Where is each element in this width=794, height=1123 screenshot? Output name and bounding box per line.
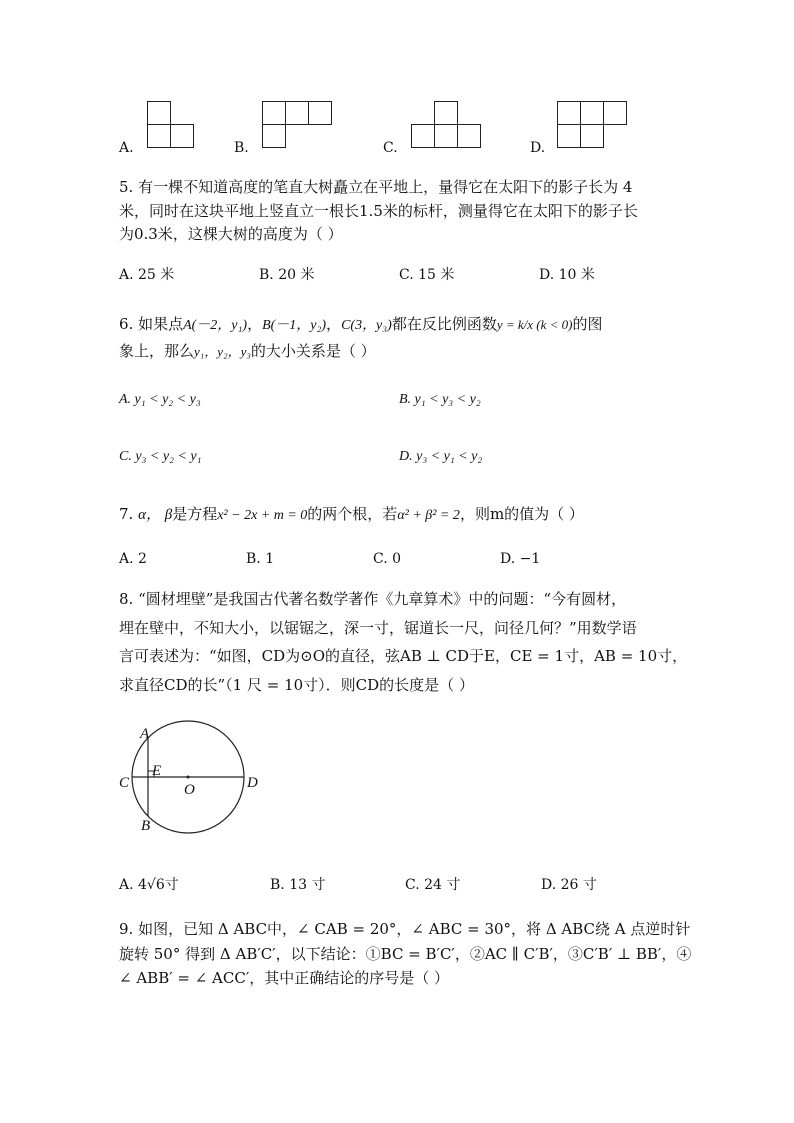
- q7-condition: α² + β² = 2: [397, 508, 460, 523]
- q7-number: 7.: [119, 505, 134, 523]
- q6-mid-text: 都在反比例函数: [391, 315, 497, 333]
- center-dot: [187, 776, 190, 779]
- label-c: C: [119, 775, 130, 791]
- q7-text-2: 的两个根，若: [307, 505, 398, 523]
- q7-option-a: A. 2: [119, 551, 147, 567]
- q7-roots: α， β: [138, 507, 173, 523]
- q6-point-a: A(－2，y₁): [183, 318, 248, 333]
- q8-option-c: C. 24 寸: [405, 877, 461, 893]
- q4-option-d-label: D.: [530, 140, 546, 156]
- q5-line-3: 为0.3米，这棵大树的高度为（ ）: [119, 225, 343, 243]
- q8-option-b: B. 13 寸: [270, 877, 326, 893]
- q6-option-c: C. y₃ < y₂ < y₁: [119, 449, 202, 464]
- q4-option-c-label: C.: [383, 140, 398, 156]
- q7-option-b: B. 1: [246, 551, 275, 567]
- q8-option-a: A. 4√6寸: [119, 877, 179, 893]
- q5-option-b: B. 20 米: [259, 267, 315, 283]
- q6-number: 6. 如果点: [119, 315, 184, 333]
- q6-option-b: B. y₁ < y₃ < y₂: [399, 392, 481, 407]
- q7-option-c: C. 0: [373, 551, 402, 567]
- q7-line: [119, 503, 584, 527]
- q5-option-d: D. 10 米: [539, 267, 595, 283]
- q9-line-3: ∠ ABB′ = ∠ ACC′，其中正确结论的序号是（ ）: [119, 969, 450, 987]
- q6-point-b: B(－1，y₂): [262, 318, 327, 333]
- q6-vars: y₁，y₂，y₃: [194, 344, 251, 359]
- q5-option-c: C. 15 米: [399, 267, 455, 283]
- q7-text-1: 是方程: [172, 505, 218, 523]
- q6-function: y = k/x (k < 0): [496, 317, 573, 332]
- q4-option-b-label: B.: [234, 140, 249, 156]
- q6-line2-start: 象上，那么: [119, 342, 195, 360]
- q4-option-a-label: A.: [119, 140, 134, 156]
- q8-option-d: D. 26 寸: [541, 877, 597, 893]
- q5-line-2: 米，同时在这块平地上竖直立一根长1.5米的标杆，测量得它在太阳下的影子长: [119, 202, 638, 220]
- q7-text-3: ，则m的值为（ ）: [459, 505, 584, 523]
- q7-option-d: D. −1: [500, 551, 541, 567]
- label-b: B: [141, 818, 151, 834]
- q6-option-a: A. y₁ < y₂ < y₃: [119, 392, 201, 407]
- q8-circle-figure: [110, 715, 270, 840]
- q9-line-1: 9. 如图，已知 Δ ABC中，∠ CAB = 20°，∠ ABC = 30°，将 Δ ABC绕 A 点逆时针: [119, 920, 691, 938]
- q8-line-3: 言可表述为：“如图，CD为⊙O的直径，弦AB ⊥ CD于E，CE = 1寸，AB = 10寸，: [119, 647, 688, 665]
- label-o: O: [184, 782, 195, 798]
- q8-line-1: 8. “圆材埋壁”是我国古代著名数学著作《九章算术》中的问题：“今有圆材，: [119, 590, 627, 608]
- q5-line-1: 5. 有一棵不知道高度的笔直大树矗立在平地上，量得它在太阳下的影子长为 4: [119, 178, 633, 196]
- q6-option-d: D. y₃ < y₁ < y₂: [399, 449, 483, 464]
- q5-option-a: A. 25 米: [119, 267, 175, 283]
- q9-line-2: 旋转 50° 得到 Δ AB′C′，以下结论：①BC = B′C′，②AC ∥ C′B′，③C′B′ ⊥ BB′，④: [119, 945, 692, 963]
- q7-equation: x² − 2x + m = 0: [217, 508, 308, 523]
- q8-line-2: 埋在壁中，不知大小，以锯锯之，深一寸，锯道长一尺，问径几何？”用数学语: [119, 619, 637, 637]
- q8-line-4: 求直径CD的长”（1 尺 = 10寸）．则CD的长度是（ ）: [119, 676, 474, 694]
- q6-line2-end: 的大小关系是（ ）: [250, 342, 376, 360]
- q6-line-2: [119, 340, 376, 363]
- q6-point-c: C(3，y₃): [341, 318, 392, 333]
- label-e: E: [152, 763, 162, 779]
- q6-end-text: 的图: [572, 315, 603, 333]
- label-a: A: [140, 726, 150, 742]
- q6-line-1: 6. 如果点A(－2，y₁)，B(－1，y₂)，C(3，y₃)都在反比例函数y = k/x (k < 0)的图: [119, 315, 603, 333]
- label-d: D: [247, 775, 258, 791]
